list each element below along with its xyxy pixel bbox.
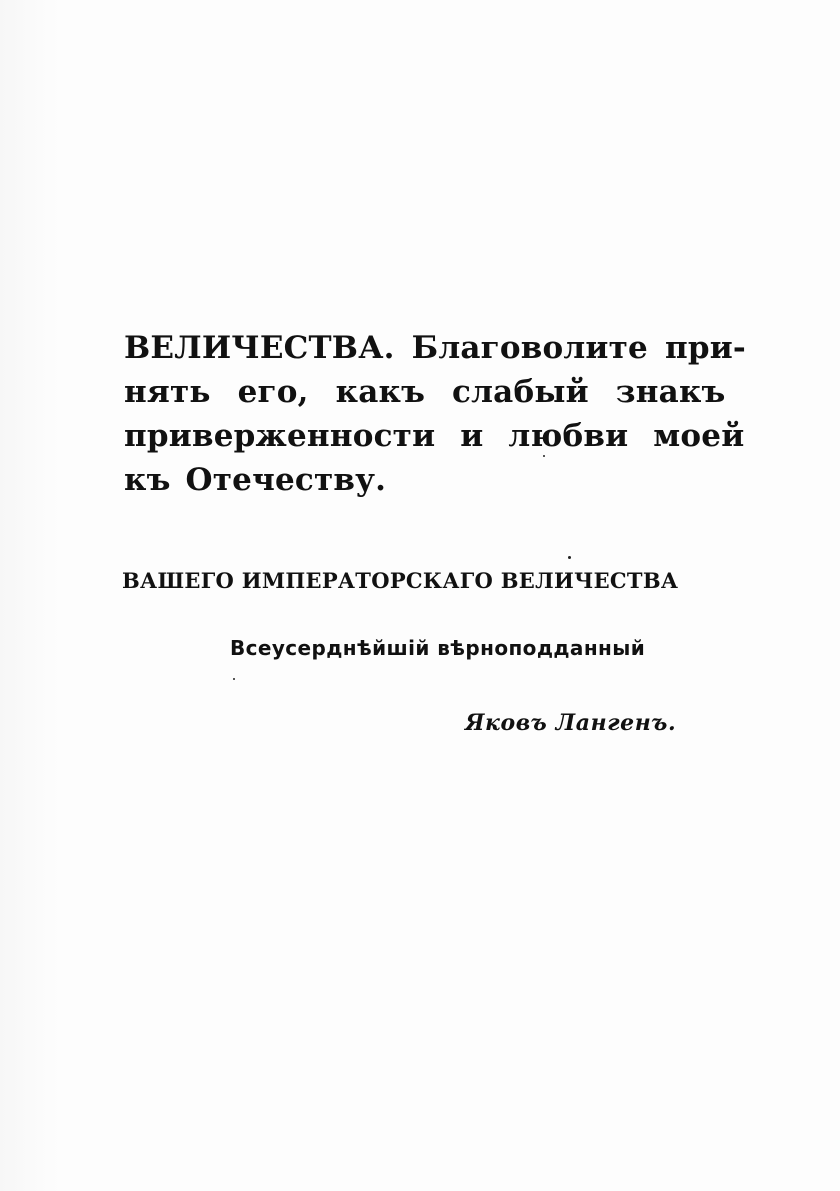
dedication-paragraph [124,326,746,502]
ink-speck [543,455,545,457]
closing-line: Всеусерднѣйшій вѣрноподданный [230,636,646,660]
ink-speck [233,678,235,680]
paragraph-line-3: приверженности и любви моей [124,418,745,454]
paragraph-line-1: ВЕЛИЧЕСТВА. Благоволите при- [124,330,746,366]
scan-edge-shading [0,0,60,1191]
signature: Яковъ Лангенъ. [465,710,677,736]
paragraph-line-4: къ Отечеству. [124,462,387,498]
paragraph-line-2: нять его, какъ слабый знакъ [124,374,726,410]
address-line: ВАШЕГО ИМПЕРАТОРСКАГО ВЕЛИЧЕСТВА [122,568,679,593]
ink-speck [568,556,571,559]
